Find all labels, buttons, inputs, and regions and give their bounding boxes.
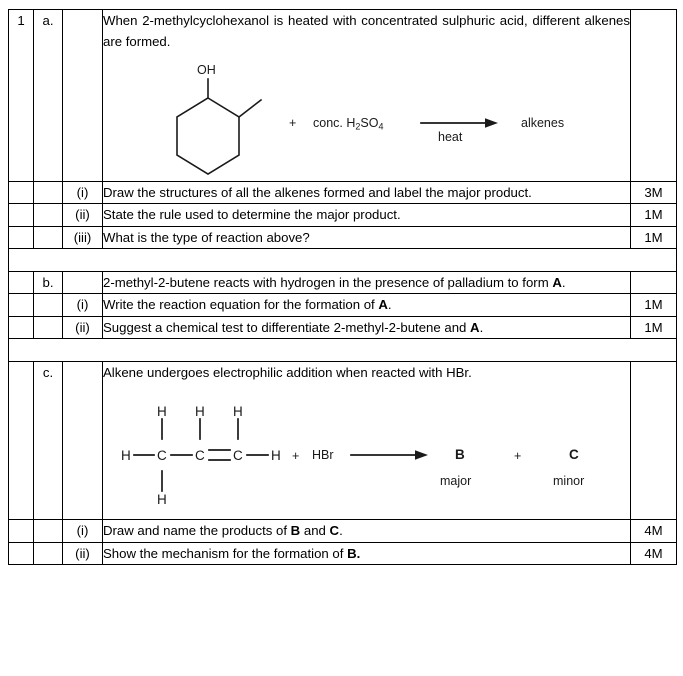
num-empty: [9, 362, 34, 520]
reagent-subscript-2: 2: [355, 121, 361, 132]
part-c-stem: Alkene undergoes electrophilic addition when reacted with HBr.: [103, 365, 472, 380]
subpart-c-i-mid: and: [300, 523, 330, 539]
table-row: [9, 542, 677, 564]
product-minor-label: minor: [553, 474, 585, 489]
atom-h-right: H: [271, 448, 281, 464]
atom-h-top-2: H: [195, 404, 205, 420]
product-alkenes: alkenes: [521, 115, 565, 130]
reagent-subscript-4: 4: [378, 121, 384, 132]
marks-b-i: 1M: [631, 294, 677, 316]
num-empty: [9, 316, 34, 338]
subpart-a-iii-text: What is the type of reaction above?: [103, 226, 631, 248]
subpart-b-i-pre: Write the reaction equation for the formation of: [103, 297, 379, 313]
hydroxyl-label: OH: [197, 62, 216, 77]
part-c-content: [103, 362, 631, 520]
cyclohexane-ring: [177, 98, 239, 174]
subpart-c-i-bold-c: C: [329, 523, 340, 539]
question-number-text: 1: [17, 13, 25, 28]
num-empty: [9, 271, 34, 293]
num-empty: [9, 520, 34, 542]
part-empty: [34, 520, 63, 542]
part-empty: [34, 316, 63, 338]
part-a-stem: When 2-methylcyclohexanol is heated with concentrated sulphuric acid, different alkenes are formed.: [103, 13, 630, 50]
subpart-c-i-bold-b: B: [290, 523, 301, 539]
reagent-prefix: conc. H: [313, 115, 356, 130]
marks-empty-b: [631, 271, 677, 293]
marks-a-i: 3M: [631, 181, 677, 203]
part-letter-c: c.: [34, 362, 63, 520]
product-minor-symbol: C: [569, 447, 579, 463]
reaction-diagram-dehydration: [103, 61, 623, 179]
subpart-b-ii-bold: A: [470, 319, 480, 335]
roman-b-ii: (ii): [63, 316, 103, 338]
marks-c-i: 4M: [631, 520, 677, 542]
product-major-symbol: B: [455, 447, 465, 463]
num-empty: [9, 226, 34, 248]
reaction-arrow-head: [485, 118, 498, 128]
part-a-content: [103, 10, 631, 182]
part-letter-a: a.: [34, 10, 63, 182]
marks-c-ii: 4M: [631, 542, 677, 564]
roman-a-iii: (iii): [63, 226, 103, 248]
subpart-c-i-pre: Draw and name the products of: [103, 523, 291, 539]
plus-sign-reactant: +: [292, 449, 300, 464]
subpart-c-ii-pre: Show the mechanism for the formation of: [103, 545, 348, 561]
part-b-stem-post: .: [561, 274, 566, 290]
roman-empty-c: [63, 362, 103, 520]
arrow-condition-heat: heat: [438, 129, 463, 144]
table-row: [9, 10, 677, 182]
table-row: [9, 362, 677, 520]
reaction-diagram-hbr-addition: [103, 393, 623, 515]
marks-a-ii: 1M: [631, 204, 677, 226]
marks-b-ii: 1M: [631, 316, 677, 338]
roman-c-i: (i): [63, 520, 103, 542]
num-empty: [9, 542, 34, 564]
subpart-c-ii-text: [103, 542, 631, 564]
subpart-b-i-text: [103, 294, 631, 316]
question-table: [8, 9, 677, 565]
part-b-stem: [103, 271, 631, 293]
subpart-b-i-bold: A: [378, 297, 388, 313]
marks-a-iii: 1M: [631, 226, 677, 248]
product-major-label: major: [440, 474, 472, 489]
part-empty: [34, 542, 63, 564]
reagent-middle: SO: [360, 115, 379, 130]
spacer-row-b-c: [9, 339, 677, 362]
part-letter-b: b.: [34, 271, 63, 293]
subpart-c-i-post: .: [339, 523, 343, 539]
subpart-a-ii-text: State the rule used to determine the major product.: [103, 204, 631, 226]
roman-empty-a: [63, 10, 103, 182]
part-empty: [34, 204, 63, 226]
plus-sign-product: +: [514, 449, 522, 464]
part-empty: [34, 226, 63, 248]
reaction-arrow-head: [415, 451, 428, 461]
roman-a-ii: (ii): [63, 204, 103, 226]
spacer-cell: [9, 248, 677, 271]
part-empty: [34, 294, 63, 316]
marks-empty-a: [631, 10, 677, 182]
spacer-row-a-b: [9, 248, 677, 271]
question-number: [9, 10, 34, 182]
subpart-a-i-text: Draw the structures of all the alkenes formed and label the major product.: [103, 181, 631, 203]
part-empty: [34, 181, 63, 203]
roman-c-ii: (ii): [63, 542, 103, 564]
reagent-hydrogen-bromide: HBr: [312, 448, 334, 463]
atom-carbon-1: C: [157, 448, 167, 464]
atom-carbon-3: C: [233, 448, 243, 464]
table-row: [9, 316, 677, 338]
part-b-stem-pre: 2-methyl-2-butene reacts with hydrogen in the presence of palladium to form: [103, 274, 553, 290]
table-row: [9, 181, 677, 203]
table-row: [9, 294, 677, 316]
subpart-b-ii-pre: Suggest a chemical test to differentiate 2-methyl-2-butene and: [103, 319, 471, 335]
subpart-b-i-post: .: [387, 297, 392, 313]
roman-b-i: (i): [63, 294, 103, 316]
atom-carbon-2: C: [195, 448, 205, 464]
atom-h-bottom-1: H: [157, 492, 167, 508]
subpart-b-ii-text: [103, 316, 631, 338]
atom-h-left: H: [121, 448, 131, 464]
plus-sign: +: [289, 115, 297, 130]
marks-empty-c: [631, 362, 677, 520]
num-empty: [9, 294, 34, 316]
subpart-c-ii-bold-b: B.: [347, 545, 361, 561]
table-row: [9, 204, 677, 226]
table-row: [9, 271, 677, 293]
roman-a-i: (i): [63, 181, 103, 203]
num-empty: [9, 181, 34, 203]
atom-h-top-3: H: [233, 404, 243, 420]
table-row: [9, 520, 677, 542]
roman-empty-b: [63, 271, 103, 293]
part-b-stem-bold: A: [552, 274, 562, 290]
spacer-cell: [9, 339, 677, 362]
subpart-c-i-text: [103, 520, 631, 542]
reagent-sulphuric-acid: [313, 117, 383, 132]
table-row: [9, 226, 677, 248]
num-empty: [9, 204, 34, 226]
methyl-bond: [239, 100, 261, 117]
subpart-b-ii-post: .: [479, 319, 484, 335]
atom-h-top-1: H: [157, 404, 167, 420]
